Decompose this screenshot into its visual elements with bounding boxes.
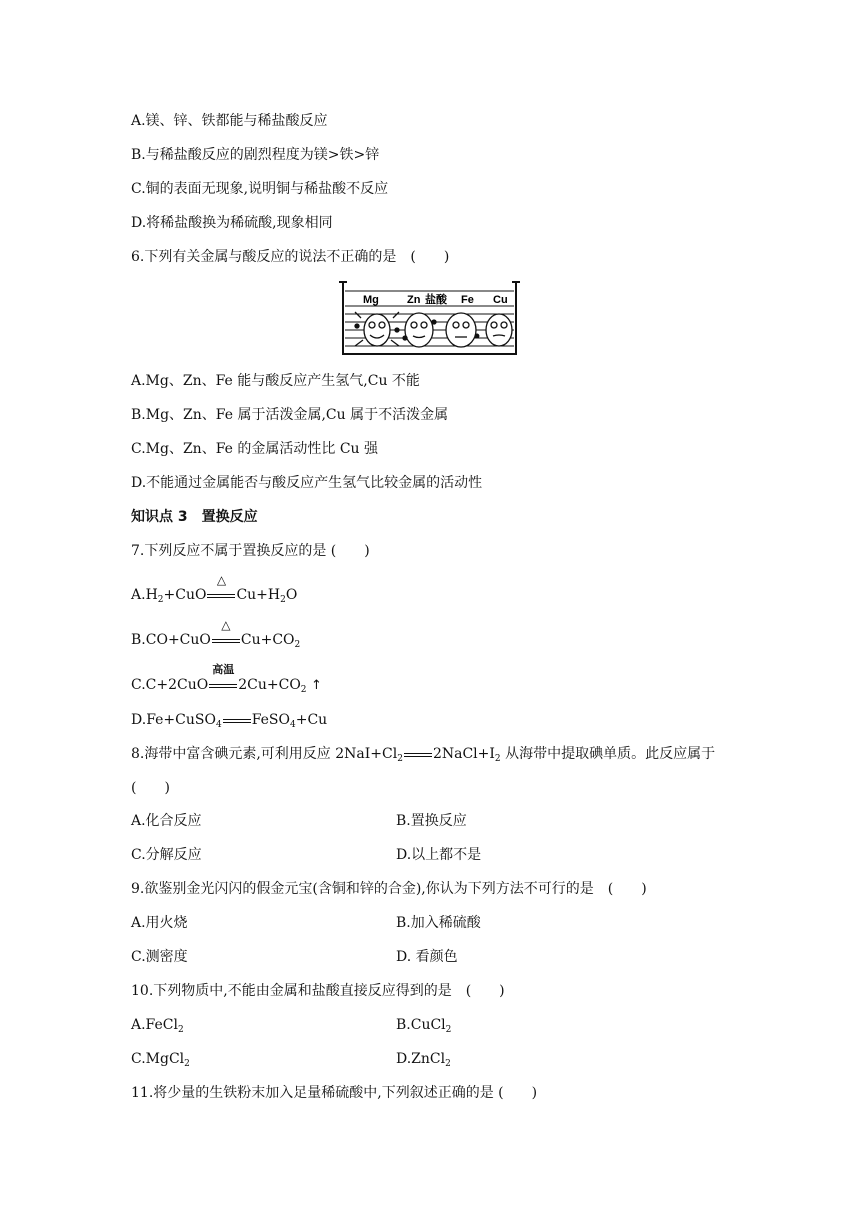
reaction-equals-sign: [211, 618, 241, 649]
q6-option-c: C.Mg、Zn、Fe 的金属活动性比 Cu 强: [131, 441, 379, 457]
q9-option-c: C.测密度: [131, 949, 188, 965]
q8-paren: ( ): [131, 780, 170, 796]
cu-character: [486, 314, 512, 346]
q7-option-d: D.Fe+CuSO$_4$ FeSO$_4$+Cu: [131, 712, 328, 730]
q8-option-b: B.置换反应: [396, 813, 467, 829]
q9-option-d: D. 看颜色: [396, 949, 458, 965]
mg-character: [355, 312, 399, 346]
q7-option-c-label: C.: [131, 677, 146, 693]
q6-option-d: D.不能通过金属能否与酸反应产生氢气比较金属的活动性: [131, 475, 483, 491]
q10-option-c-text: C.MgCl: [131, 1051, 185, 1067]
q9-stem: 9.欲鉴别金光闪闪的假金元宝(含铜和锌的合金),你认为下列方法不可行的是 ( ): [131, 881, 647, 897]
zn-character: [403, 313, 436, 347]
q8-stem: 8.海带中富含碘元素,可利用反应 $2NaI+Cl_2$ $2NaCl+I_2$ 从海带中提取碘单质。此反应属于: [131, 746, 716, 764]
q5-option-c: C.铜的表面无现象,说明铜与稀盐酸不反应: [131, 181, 389, 197]
q8-stem-text-end: 从海带中提取碘单质。此反应属于: [505, 746, 716, 762]
reaction-equals-sign: [403, 745, 433, 763]
reaction-equals-sign: [208, 663, 238, 694]
q10-option-b-text: B.CuCl: [396, 1017, 446, 1033]
figure-label-cu: Cu: [493, 294, 508, 306]
q7-option-a-label: A.: [131, 587, 146, 603]
q5-option-b: B.与稀盐酸反应的剧烈程度为镁>铁>锌: [131, 147, 380, 163]
metal-acid-cartoon-figure: [339, 278, 520, 358]
q7-option-a: $A.H_2+CuO$ △ $Cu+H_2O$: [131, 573, 298, 605]
q6-option-b: B.Mg、Zn、Fe 属于活泼金属,Cu 属于不活泼金属: [131, 407, 449, 423]
q8-option-d: D.以上都不是: [396, 847, 482, 863]
high-temp-condition: 高温: [212, 663, 235, 676]
q8-stem-text: 8.海带中富含碘元素,可利用反应 2NaI+Cl: [131, 746, 398, 762]
q7-option-b-label: B.: [131, 632, 146, 648]
figure-label-fe: Fe: [461, 294, 474, 306]
figure-label-zn: Zn: [407, 294, 421, 306]
heating-condition: △: [216, 573, 227, 587]
reaction-equals-sign: [222, 711, 252, 729]
q7-stem: 7.下列反应不属于置换反应的是 ( ): [131, 543, 370, 559]
q10-option-d-text: D.ZnCl: [396, 1051, 446, 1067]
q7-option-b: B.CO+CuO △ $Cu+CO_2$: [131, 618, 301, 650]
metal-characters: [355, 312, 512, 347]
heating-condition: △: [221, 618, 231, 632]
section-heading: 知识点 3 置换反应: [131, 509, 258, 525]
figure-label-mg: Mg: [363, 294, 379, 306]
q5-option-a: A.镁、锌、铁都能与稀盐酸反应: [131, 113, 328, 129]
q11-stem: 11.将少量的生铁粉末加入足量稀硫酸中,下列叙述正确的是 ( ): [131, 1085, 538, 1101]
q10-option-b: B.CuCl$_2$: [396, 1017, 452, 1035]
q10-option-d: D.ZnCl$_2$: [396, 1051, 451, 1069]
q9-option-a: A.用火烧: [131, 915, 188, 931]
gas-arrow-icon: ↑: [310, 678, 322, 693]
q7-option-c: C.C+2CuO 高温 $2Cu+CO_2$ ↑: [131, 663, 322, 695]
q8-option-c: C.分解反应: [131, 847, 202, 863]
q10-option-a-text: A.FeCl: [131, 1017, 178, 1033]
q10-option-c: C.MgCl$_2$: [131, 1051, 190, 1069]
reaction-equals-sign: [206, 573, 236, 604]
q10-stem: 10.下列物质中,不能由金属和盐酸直接反应得到的是 ( ): [131, 983, 505, 999]
q9-option-b: B.加入稀硫酸: [396, 915, 481, 931]
fe-character: [446, 313, 479, 347]
q7-option-d-label: D.: [131, 712, 147, 728]
q8-option-a: A.化合反应: [131, 813, 202, 829]
q6-option-a: A.Mg、Zn、Fe 能与酸反应产生氢气,Cu 不能: [131, 373, 420, 389]
q6-stem: 6.下列有关金属与酸反应的说法不正确的是 ( ): [131, 249, 450, 265]
q5-option-d: D.将稀盐酸换为稀硫酸,现象相同: [131, 215, 333, 231]
q10-option-a: A.FeCl$_2$: [131, 1017, 184, 1035]
figure-label-acid: 盐酸: [425, 293, 447, 306]
